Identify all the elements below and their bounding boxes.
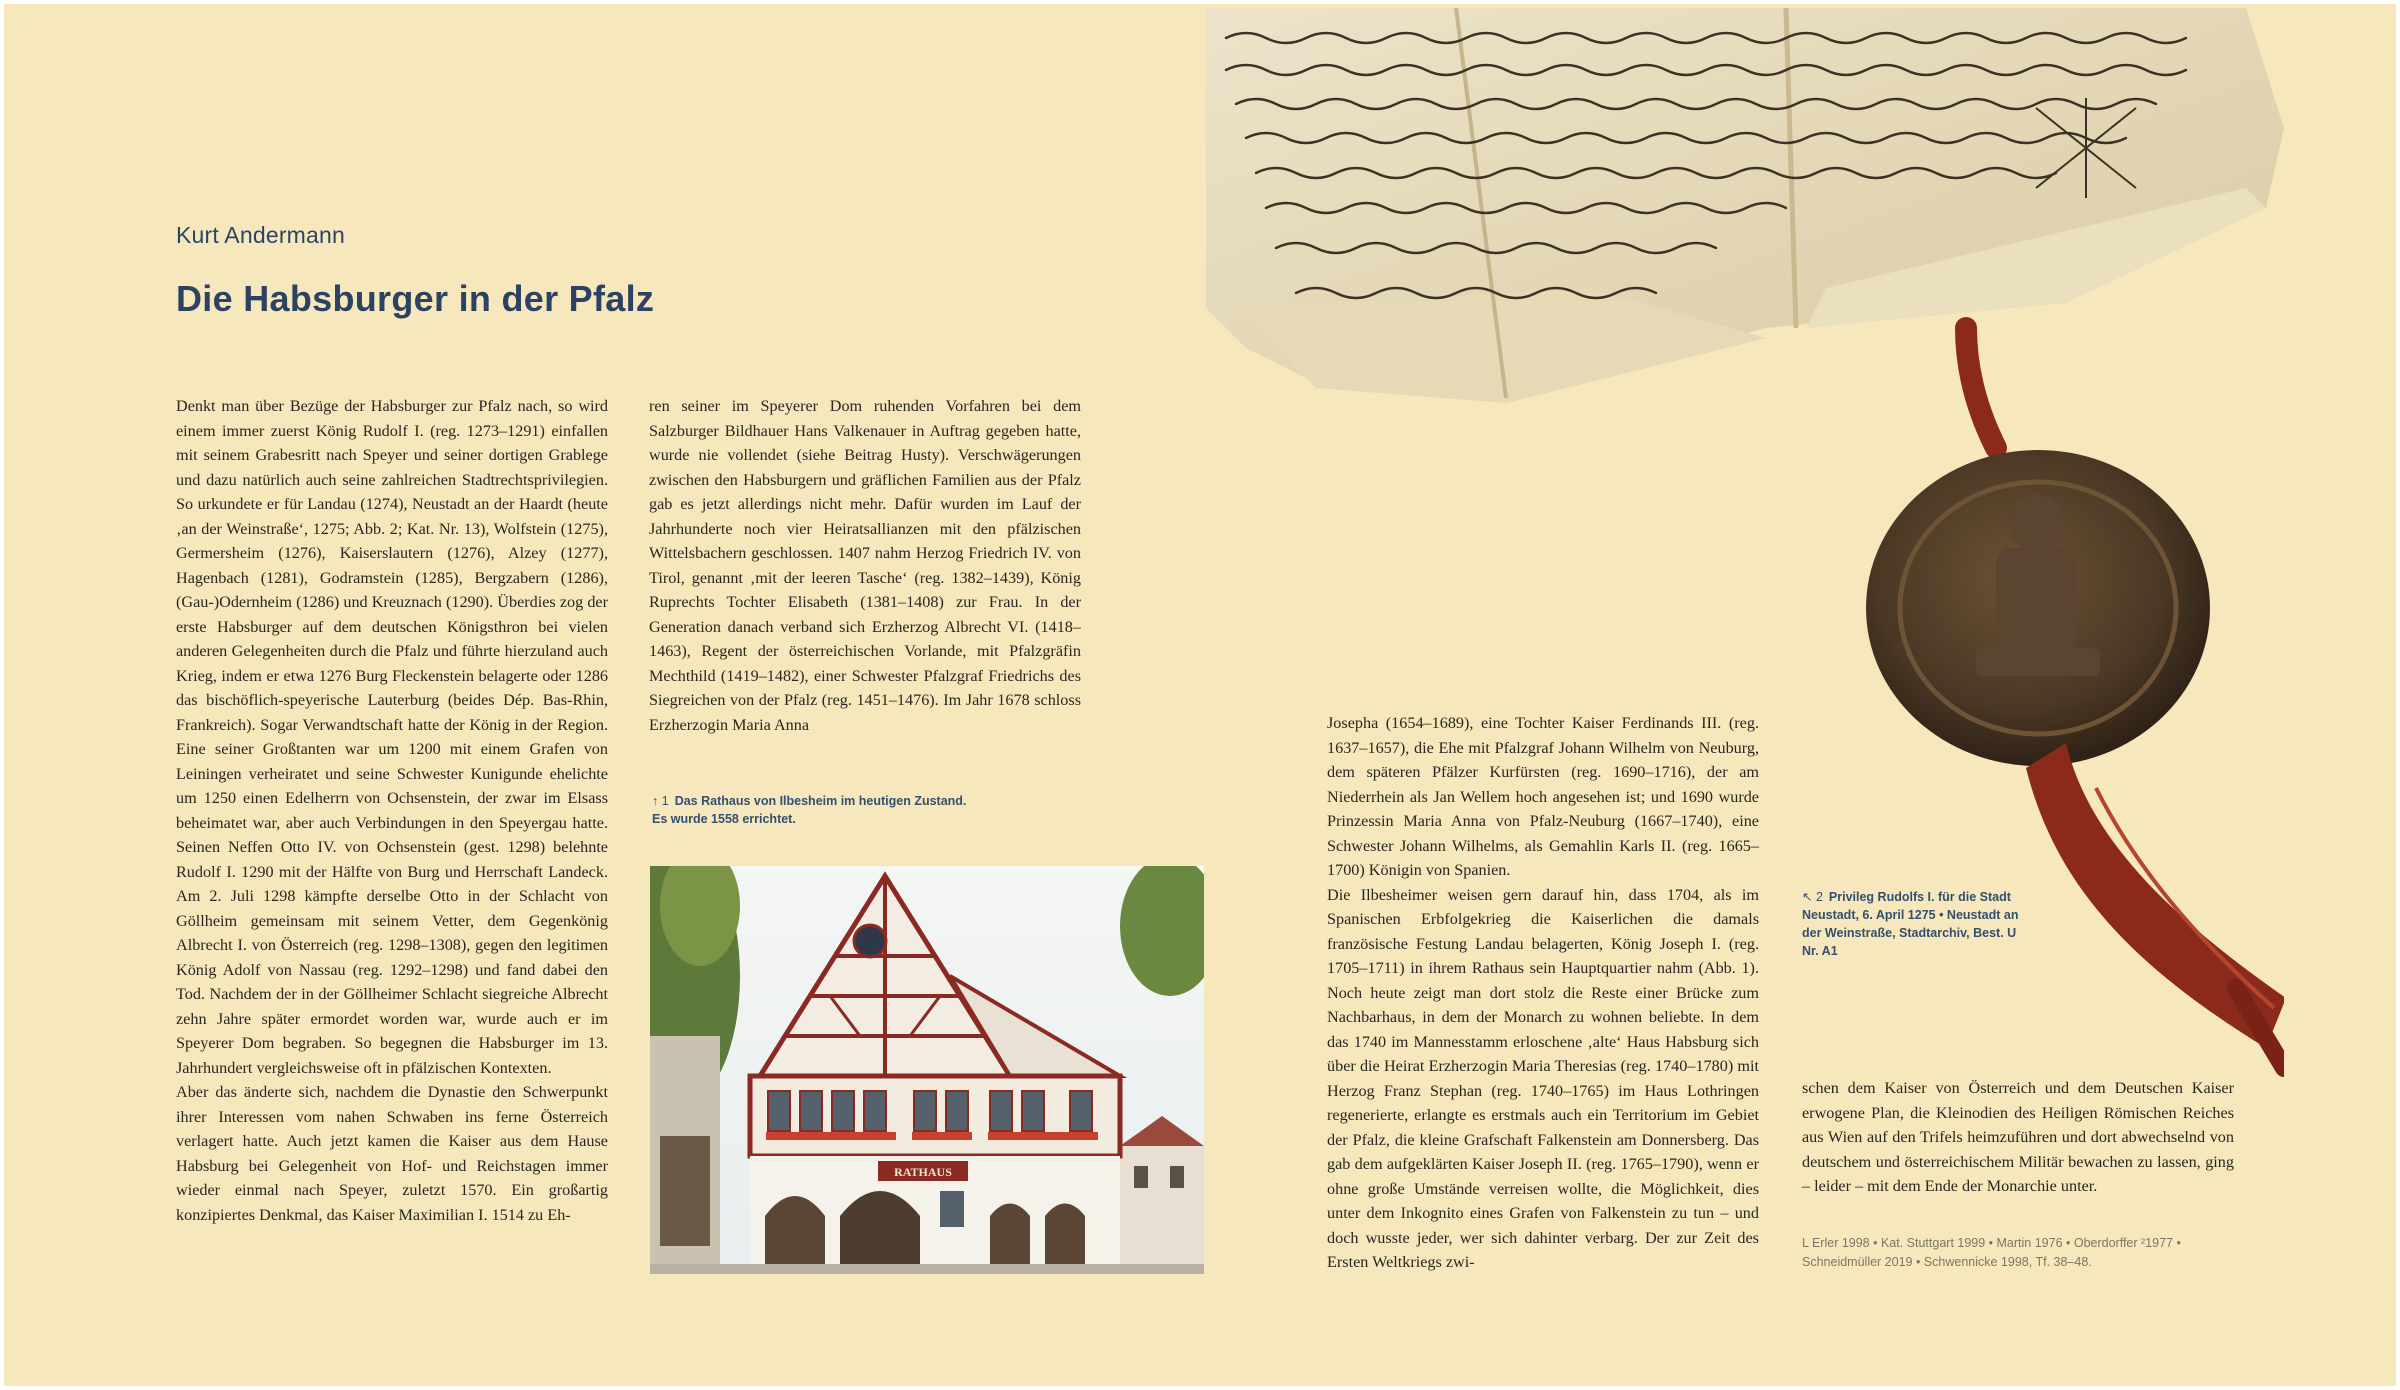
caption-number: ↖ 2 [1802,890,1823,904]
paragraph: Josepha (1654–1689), eine Tochter Kaiser Ferdinands III. (reg. 1637–1657), die Ehe mit Pfalzgraf Johann Wilhelm von Neuburg, dem späteren Pfälzer Kurfürsten (reg. 1690–1716), der am Niederrhein als Jan Wellem hoch angesehen ist; und 1690 wurde Prinzessin Maria Anna von Pfalz-Neuburg (1667–1740), eine Schwester Johann Wilhelms, als Gemahlin Karls II. (reg. 1665–1700) Königin von Spanien. [1327,714,1759,879]
caption-number: ↑ 1 [652,794,669,808]
caption-text: Das Rathaus von Ilbesheim im heutigen Zustand. Es wurde 1558 errichtet. [652,794,967,826]
rathaus-photo [650,866,1204,1274]
rathaus-sign: RATHAUS [894,1165,952,1179]
paragraph: Denkt man über Bezüge der Habsburger zur Pfalz nach, so wird einem immer zuerst König Rudolf I. (reg. 1273–1291) einfallen mit seinem Grabesritt nach Speyer und seiner dortigen Grablege und dazu natürlich auch seine zahlreichen Stadtrechtsprivilegien. So urkundete er für Landau (1274), Neustadt an der Haardt (heute ‚an der Weinstraße‘, 1275; Abb. 2; Kat. Nr. 13), Wolfstein (1275), Germersheim (1276), Kaiserslautern (1276), Alzey (1277), Hagenbach (1281), Godramstein (1285), Bergzabern (1286), (Gau-)Odernheim (1286) und Kreuznach (1290). Überdies zog der erste Habsburger auf dem deutschen Königsthron bei vielen anderen Gelegenheiten durch die Pfalz und führte hierzuland auch Krieg, indem er etwa 1276 Burg Fleckenstein belagerte oder 1286 das bischöflich-speyerische Lauterburg (beides Dép. Bas-Rhin, Frankreich). Sogar Verwandtschaft hatte der König in der Region. Eine seiner Großtanten war um 1200 mit einem Grafen von Leiningen verheiratet und seine Schwester Kunigunde ehelichte um 1250 einen Edelherrn von Ochsenstein, der zwar im Elsass beheimatet war, aber auch Verbindungen in den Speyergau hatte. Seinen Neffen Otto IV. von Ochsenstein (gest. 1298) belehnte Rudolf I. 1290 mit der Hälfte von Burg und Herrschaft Landeck. Am 2. Juli 1298 kämpfte derselbe Otto in der Schlacht von Göllheim gemeinsam mit seinem Vetter, dem Gegenkönig Albrecht I. von Österreich (reg. 1298–1308), gegen den legitimen König Adolf von Nassau (reg. 1292–1298) und fand dabei den Tod. Nachdem der in der Göllheimer Schlacht siegreiche Albrecht zehn Jahre später ermordet worden war, wurde auch er im Speyerer Dom begraben. So begegnen die Habsburger im 13. Jahrhundert vergleichsweise oft in pfälzischen Kontexten. [176,397,608,1077]
paragraph: schen dem Kaiser von Österreich und dem Deutschen Kaiser erwogene Plan, die Kleinodien des Heiligen Römischen Reiches aus Wien auf den Trifels heimzuführen und dort abwechselnd von deutschem und österreichischem Militär bewachen zu lassen, ging – leider – mit dem Ende der Monarchie unter. [1802,1079,2234,1195]
literature-references: L Erler 1998 • Kat. Stuttgart 1999 • Martin 1976 • Oberdorffer ²1977 • Schneidmüller 2019 • Schwennicke 1998, Tf. 38–48. [1802,1236,2181,1269]
chapter-title: Die Habsburger in der Pfalz [176,278,655,319]
text-column-1 [176,394,608,1227]
paragraph: Aber das änderte sich, nachdem die Dynastie den Schwerpunkt ihrer Interessen vom nahen Schwaben ins ferne Österreich verlagert hatte. Auch jetzt kamen die Kaiser aus dem Hause Habsburg bei Gelegenheit von Hof- und Reichstagen immer wieder einmal nach Speyer, zuletzt 1570. Ein großartig konzipiertes Denkmal, das Kaiser Maximilian I. 1514 zu Eh- [176,1083,608,1224]
text-column-4 [1802,1076,2234,1199]
text-column-3 [1327,711,1759,1275]
figure-caption-2 [1802,888,2032,960]
author-name: Kurt Andermann [176,222,346,248]
text-column-2 [649,394,1081,737]
paragraph: ren seiner im Speyerer Dom ruhenden Vorfahren bei dem Salzburger Bildhauer Hans Valkenauer in Auftrag gegeben hatte, wurde nie vollendet (siehe Beitrag Husty). Verschwägerungen zwischen den Habsburgern und gräflichen Familien aus der Pfalz gab es jetzt allerdings nicht mehr. Dafür wurden im Lauf der Jahrhunderte noch vier Heiratsallianzen mit den pfälzischen Wittelsbachern geschlossen. 1407 nahm Herzog Friedrich IV. von Tirol, genannt ‚mit der leeren Tasche‘ (reg. 1382–1439), König Ruprechts Tochter Elisabeth (1381–1408) zur Frau. In der Generation danach verband sich Erzherzog Albrecht VI. (1418–1463), Regent der österreichischen Vorlande, mit Pfalzgräfin Mechthild (1419–1482), einer Schwester Pfalzgraf Friedrichs des Siegreichen von der Pfalz (reg. 1451–1476). Im Jahr 1678 schloss Erzherzogin Maria Anna [649,397,1081,734]
paragraph: Die Ilbesheimer weisen gern darauf hin, dass 1704, als im Spanischen Erbfolgekrieg die Kaiserlichen die damals französische Festung Landau belagerten, König Joseph I. (reg. 1705–1711) in ihrem Rathaus sein Hauptquartier nahm (Abb. 1). Noch heute zeigt man dort stolz die Reste einer Brücke zum Nachbarhaus, in dem der Monarch zu wohnen beliebte. In dem das 1740 im Mannesstamm erloschene ‚alte‘ Haus Habsburg sich über die Heirat Erzherzogin Maria Theresias (reg. 1740–1780) mit Herzog Franz Stephan (reg. 1740–1765) im Haus Lothringen regenerierte, erlangte es erstmals auch ein Territorium im Gebiet der Pfalz, die kleine Grafschaft Falkenstein am Donnersberg. Das gab dem aufgeklärten Kaiser Joseph II. (reg. 1765–1790), wenn er ohne große Umstände verreisen wollte, die Möglichkeit, dies unter dem Inkognito eines Grafen von Falkenstein zu tun – und doch wusste jeder, wer sich dahinter verbarg. Der zur Zeit des Ersten Weltkriegs zwi- [1327,885,1759,1271]
figure-caption-1 [652,792,982,828]
book-spread [4,4,2396,1386]
caption-text: Privileg Rudolfs I. für die Stadt Neustadt, 6. April 1275 • Neustadt an der Weinstraße, Stadtarchiv, Best. U Nr. A1 [1802,890,2019,958]
